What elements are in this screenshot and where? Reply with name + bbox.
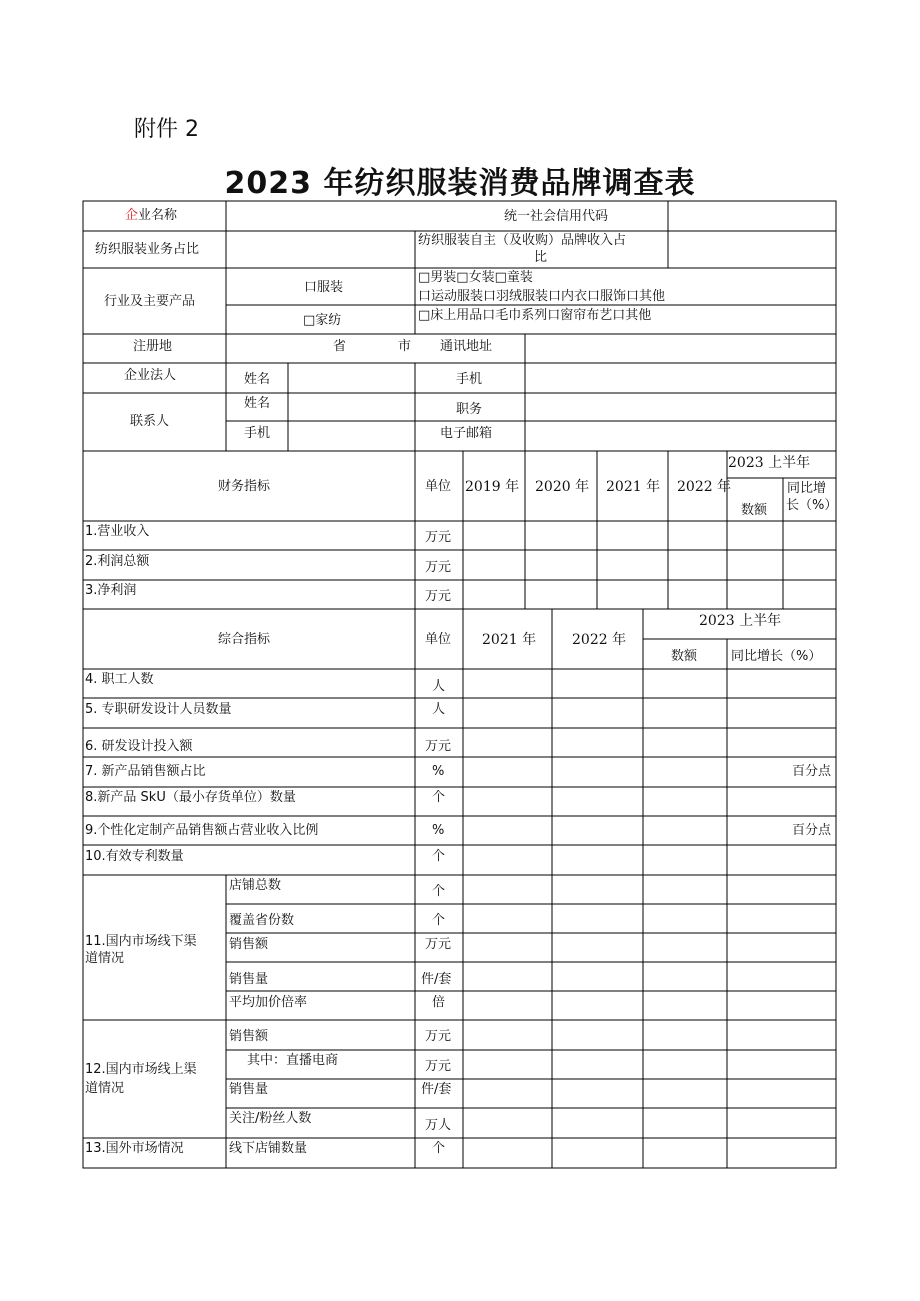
finance-row-unit: 万元 — [425, 530, 452, 545]
address-label: 通讯地址 — [440, 339, 493, 354]
page-title: 2023 年纺织服装消费品牌调查表 — [224, 166, 696, 201]
foreign-sub-label: 线下店铺数量 — [229, 1141, 308, 1156]
finance-row-unit: 万元 — [425, 560, 452, 575]
composite-year-2022: 2022 年 — [572, 632, 627, 648]
composite-row-label: 9.个性化定制产品销售额占营业收入比例 — [85, 823, 319, 838]
percentage-point-note: 百分点 — [792, 764, 832, 779]
legal-mobile-label: 手机 — [456, 372, 483, 387]
email-label: 电子邮箱 — [440, 426, 493, 441]
apparel-checkbox[interactable]: 口服装 — [304, 280, 344, 295]
finance-half-year: 2023 上半年 — [728, 455, 811, 471]
finance-year-2019: 2019 年 — [465, 479, 520, 495]
online-sub-unit: 万人 — [425, 1118, 452, 1133]
foreign-sub-unit: 个 — [432, 1141, 446, 1156]
offline-channel-label-2: 道情况 — [85, 951, 125, 966]
apparel-options-2[interactable]: 口运动服装口羽绒服装口内衣口服饰口其他 — [418, 289, 666, 304]
composite-row-label: 6. 研发设计投入额 — [85, 739, 193, 754]
online-sub-unit: 万元 — [425, 1029, 452, 1044]
finance-row-unit: 万元 — [425, 589, 452, 604]
offline-sub-label: 销售量 — [229, 972, 269, 987]
business-share-label: 纺织服装业务占比 — [95, 242, 200, 257]
composite-row-unit: 个 — [432, 849, 446, 864]
finance-year-2022: 2022 年 — [677, 479, 732, 495]
percentage-point-note: 百分点 — [792, 823, 832, 838]
online-channel-label: 12.国内市场线上渠 — [85, 1062, 197, 1077]
finance-header: 财务指标 — [218, 479, 271, 494]
offline-sub-unit: 件/套 — [421, 972, 452, 987]
finance-amount: 数额 — [741, 503, 768, 518]
offline-sub-unit: 万元 — [425, 937, 452, 952]
online-sub-unit: 万元 — [425, 1059, 452, 1074]
offline-sub-label: 覆盖省份数 — [229, 913, 295, 928]
home-textile-checkbox[interactable]: □家纺 — [303, 313, 342, 328]
composite-amount: 数额 — [671, 649, 698, 664]
offline-sub-unit: 个 — [432, 913, 446, 928]
offline-channel-label: 11.国内市场线下渠 — [85, 934, 197, 949]
composite-header: 综合指标 — [218, 632, 271, 647]
composite-year-2021: 2021 年 — [482, 632, 537, 648]
province-label: 省 — [333, 339, 347, 354]
online-channel-label-2: 道情况 — [85, 1081, 125, 1096]
apparel-options-1[interactable]: □男装□女装□童装 — [418, 270, 533, 285]
finance-yoy-1: 同比增 — [787, 481, 827, 496]
composite-row-label: 7. 新产品销售额占比 — [85, 764, 206, 779]
composite-row-label: 5. 专职研发设计人员数量 — [85, 702, 232, 717]
composite-row-unit: % — [432, 823, 445, 838]
composite-unit-header: 单位 — [425, 632, 452, 647]
composite-half-year: 2023 上半年 — [699, 613, 782, 629]
offline-sub-unit: 个 — [432, 884, 446, 899]
online-sub-label: 其中：直播电商 — [247, 1053, 339, 1068]
finance-unit-header: 单位 — [425, 479, 452, 494]
legal-person-label: 企业法人 — [124, 368, 177, 383]
contact-label: 联系人 — [130, 414, 170, 429]
online-sub-unit: 件/套 — [421, 1082, 452, 1097]
brand-share-label: 纺织服装自主（及收购）品牌收入占 — [418, 233, 627, 248]
finance-row-label: 3.净利润 — [85, 583, 137, 598]
legal-name-label: 姓名 — [244, 372, 271, 387]
home-textile-options[interactable]: □床上用品口毛巾系列口窗帘布艺口其他 — [418, 308, 652, 323]
composite-row-label: 8.新产品 SkU（最小存货单位）数量 — [85, 790, 296, 805]
offline-sub-label: 销售额 — [229, 937, 269, 952]
enterprise-name-label: 企业名称 — [125, 208, 178, 223]
contact-mobile-label: 手机 — [244, 426, 271, 441]
city-label: 市 — [398, 339, 412, 354]
composite-row-label: 10.有效专利数量 — [85, 849, 184, 864]
finance-row-label: 2.利润总额 — [85, 554, 150, 569]
composite-yoy: 同比增长（%） — [731, 649, 822, 664]
finance-year-2021: 2021 年 — [606, 479, 661, 495]
composite-row-unit: 万元 — [425, 739, 452, 754]
contact-name-label: 姓名 — [244, 396, 271, 411]
online-sub-label: 销售量 — [229, 1082, 269, 1097]
composite-row-unit: % — [432, 764, 445, 779]
offline-sub-unit: 倍 — [432, 995, 446, 1010]
online-sub-label: 销售额 — [229, 1029, 269, 1044]
finance-year-2020: 2020 年 — [535, 479, 590, 495]
attachment-label: 附件 2 — [134, 117, 199, 142]
credit-code-label: 统一社会信用代码 — [504, 209, 609, 224]
brand-share-label-2: 比 — [534, 250, 548, 265]
foreign-market-label: 13.国外市场情况 — [85, 1141, 184, 1156]
finance-row-label: 1.营业收入 — [85, 524, 150, 539]
composite-row-label: 4. 职工人数 — [85, 672, 154, 687]
composite-row-unit: 人 — [432, 679, 446, 694]
composite-row-unit: 个 — [432, 790, 446, 805]
offline-sub-label: 店铺总数 — [229, 878, 282, 893]
finance-yoy-2: 长（%） — [786, 498, 838, 513]
registered-label: 注册地 — [133, 339, 173, 354]
offline-sub-label: 平均加价倍率 — [229, 995, 308, 1010]
online-sub-label: 关注/粉丝人数 — [229, 1111, 312, 1126]
industry-label: 行业及主要产品 — [104, 294, 196, 309]
position-label: 职务 — [456, 402, 483, 417]
composite-row-unit: 人 — [432, 702, 446, 717]
